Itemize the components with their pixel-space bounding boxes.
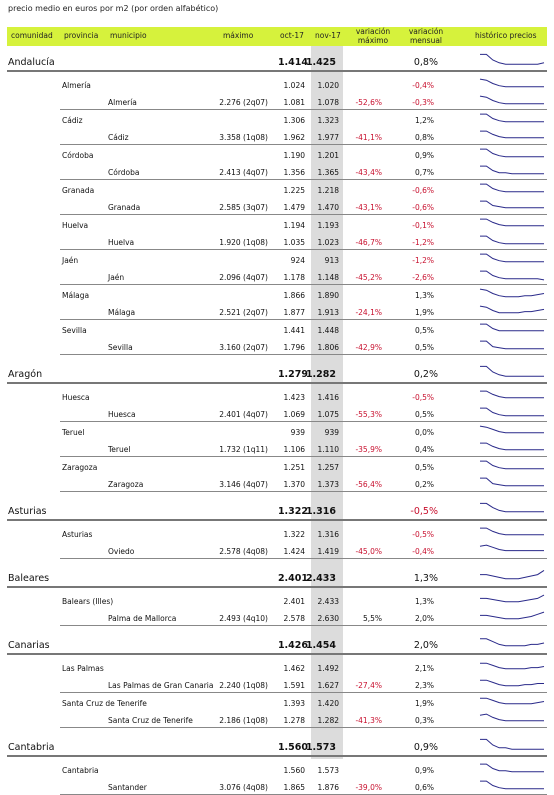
oct-value: 939 [290, 428, 305, 437]
variacion-mensual: -0,1% [412, 221, 434, 230]
oct-value: 1.356 [283, 168, 305, 177]
nov-value: 1.316 [317, 530, 339, 539]
provincia-name: Córdoba [62, 151, 94, 160]
oct-value: 1.393 [283, 699, 305, 708]
oct-value: 1.426 [277, 640, 308, 651]
oct-value: 1.069 [283, 410, 305, 419]
row-separator [60, 109, 547, 110]
sparkline-series [480, 219, 544, 226]
sparkline-series [480, 114, 544, 122]
sparkline-series [480, 680, 544, 686]
provincia-name: Las Palmas [62, 664, 104, 673]
nov-value: 1.282 [305, 369, 336, 380]
sparkline-chart [480, 594, 544, 605]
region-name: Aragón [8, 369, 43, 380]
variacion-maximo: -46,7% [355, 238, 382, 247]
nov-value: 2.433 [305, 573, 336, 584]
provincia-name: Huesca [62, 393, 90, 402]
oct-value: 1.035 [283, 238, 305, 247]
variacion-maximo: -41,3% [355, 716, 382, 725]
oct-value: 924 [290, 256, 305, 265]
variacion-mensual: -0,4% [412, 547, 434, 556]
oct-value: 2.401 [283, 597, 305, 606]
sparkline-chart [480, 460, 544, 471]
region-separator [7, 382, 547, 384]
variacion-maximo: -45,0% [355, 547, 382, 556]
municipio-name: Granada [108, 203, 141, 212]
sparkline-series [480, 391, 544, 398]
nov-value: 1.282 [317, 716, 339, 725]
sparkline-chart [480, 696, 544, 707]
nov-value: 1.470 [317, 203, 339, 212]
oct-value: 1.225 [283, 186, 305, 195]
sparkline-series [480, 236, 544, 244]
region-separator [7, 586, 547, 588]
variacion-maximo: -56,4% [355, 480, 382, 489]
row-separator [60, 727, 547, 728]
oct-value: 1.370 [283, 480, 305, 489]
maximo-value: 2.186 (1q08) [219, 716, 268, 725]
oct-value: 1.106 [283, 445, 305, 454]
sparkline-series [480, 443, 544, 450]
oct-value: 1.190 [283, 151, 305, 160]
sparkline-chart [480, 253, 544, 264]
variacion-mensual: 0,8% [414, 133, 434, 142]
sparkline-chart [480, 200, 544, 211]
row-separator [60, 558, 547, 559]
sparkline-series [480, 570, 544, 578]
variacion-mensual: 2,3% [414, 681, 434, 690]
nov-value: 1.420 [317, 699, 339, 708]
nov-value: 1.806 [317, 343, 339, 352]
sparkline-series [480, 478, 544, 486]
sparkline-series [480, 595, 544, 602]
variacion-maximo: -39,0% [355, 783, 382, 792]
provincia-name: Jaén [62, 256, 79, 265]
sparkline-chart [480, 148, 544, 159]
municipio-name: Palma de Mallorca [108, 614, 177, 623]
region-name: Cantabria [8, 742, 55, 753]
variacion-mensual: -1,2% [412, 256, 434, 265]
sparkline-chart [480, 218, 544, 229]
sparkline-chart [480, 78, 544, 89]
variacion-mensual: 0,5% [414, 343, 434, 352]
sparkline-chart [480, 53, 544, 67]
page-title: precio medio en euros por m2 (por orden alfabético) [8, 4, 219, 13]
nov-value: 1.573 [317, 766, 339, 775]
variacion-maximo: -45,2% [355, 273, 382, 282]
municipio-name: Oviedo [108, 547, 135, 556]
row-separator [60, 625, 547, 626]
maximo-value: 2.240 (1q08) [219, 681, 268, 690]
maximo-value: 1.732 (1q11) [219, 445, 268, 454]
nov-value: 2.433 [317, 597, 339, 606]
maximo-value: 2.413 (4q07) [219, 168, 268, 177]
sparkline-series [480, 324, 544, 331]
variacion-mensual: 0,9% [414, 766, 434, 775]
variacion-mensual: 1,3% [414, 597, 434, 606]
sparkline-series [480, 54, 544, 64]
nov-value: 1.913 [317, 308, 339, 317]
row-separator [60, 692, 547, 693]
header-nov: nov-17 [315, 31, 341, 40]
header-historico: histórico precios [475, 31, 537, 40]
oct-value: 1.423 [283, 393, 305, 402]
sparkline-chart [480, 340, 544, 351]
variacion-mensual: -0,4% [412, 81, 434, 90]
row-separator [60, 144, 547, 145]
nov-value: 1.023 [317, 238, 339, 247]
nov-value: 913 [324, 256, 339, 265]
provincia-name: Santa Cruz de Tenerife [62, 699, 147, 708]
row-separator [60, 456, 547, 457]
variacion-mensual: 0,4% [414, 445, 434, 454]
variacion-mensual: 2,1% [414, 664, 434, 673]
sparkline-series [480, 426, 544, 433]
municipio-name: Córdoba [108, 168, 140, 177]
nov-value: 1.148 [317, 273, 339, 282]
variacion-mensual: 0,7% [414, 168, 434, 177]
maximo-value: 3.146 (4q07) [219, 480, 268, 489]
provincia-name: Granada [62, 186, 95, 195]
maximo-value: 2.578 (4q08) [219, 547, 268, 556]
maximo-value: 3.076 (4q08) [219, 783, 268, 792]
sparkline-series [480, 341, 544, 349]
variacion-mensual: -1,2% [412, 238, 434, 247]
variacion-mensual: -0,5% [412, 530, 434, 539]
sparkline-chart [480, 323, 544, 334]
municipio-name: Almería [108, 98, 137, 107]
sparkline-series [480, 663, 544, 669]
variacion-mensual: 2,0% [413, 640, 438, 651]
sparkline-series [480, 271, 544, 280]
variacion-mensual: 0,6% [414, 783, 434, 792]
sparkline-chart [480, 130, 544, 141]
sparkline-series [480, 639, 544, 646]
provincia-name: Málaga [62, 291, 90, 300]
oct-value: 1.306 [283, 116, 305, 125]
sparkline-chart [480, 442, 544, 453]
row-separator [60, 319, 547, 320]
sparkline-chart [480, 165, 544, 176]
sparkline-chart [480, 270, 544, 281]
variacion-mensual: 1,3% [414, 291, 434, 300]
variacion-mensual: 0,9% [414, 151, 434, 160]
nov-value: 1.492 [317, 664, 339, 673]
region-separator [7, 70, 547, 72]
nov-value: 1.316 [305, 506, 336, 517]
header-variacion-mensual: variación mensual [408, 27, 444, 45]
oct-value: 1.322 [277, 506, 308, 517]
sparkline-series [480, 764, 544, 772]
header-provincia: provincia [64, 31, 99, 40]
nov-value: 1.573 [305, 742, 336, 753]
variacion-mensual: 0,9% [413, 742, 438, 753]
maximo-value: 1.920 (1q08) [219, 238, 268, 247]
sparkline-series [480, 306, 544, 313]
region-name: Asturias [8, 506, 47, 517]
sparkline-chart [480, 407, 544, 418]
variacion-mensual: 0,5% [414, 463, 434, 472]
variacion-maximo: 5,5% [362, 614, 382, 623]
sparkline-chart [480, 477, 544, 488]
header-municipio: municipio [110, 31, 147, 40]
nov-value: 1.627 [317, 681, 339, 690]
variacion-mensual: 0,3% [414, 716, 434, 725]
nov-value: 1.890 [317, 291, 339, 300]
maximo-value: 2.521 (2q07) [219, 308, 268, 317]
nov-value: 1.416 [317, 393, 339, 402]
municipio-name: Santa Cruz de Tenerife [108, 716, 193, 725]
nov-value: 1.454 [305, 640, 336, 651]
oct-value: 1.322 [283, 530, 305, 539]
variacion-maximo: -52,6% [355, 98, 382, 107]
nov-value: 1.373 [317, 480, 339, 489]
provincia-name: Almería [62, 81, 91, 90]
provincia-name: Sevilla [62, 326, 87, 335]
sparkline-chart [480, 425, 544, 436]
sparkline-series [480, 166, 544, 174]
header-comunidad: comunidad [11, 31, 53, 40]
nov-value: 1.425 [305, 57, 336, 68]
variacion-maximo: -41,1% [355, 133, 382, 142]
oct-value: 1.081 [283, 98, 305, 107]
sparkline-chart [480, 527, 544, 538]
region-separator [7, 519, 547, 521]
maximo-value: 2.585 (3q07) [219, 203, 268, 212]
header-variacion-maximo: variación máximo [355, 27, 391, 45]
oct-value: 1.194 [283, 221, 305, 230]
oct-value: 1.178 [283, 273, 305, 282]
municipio-name: Zaragoza [108, 480, 144, 489]
nov-value: 1.419 [317, 547, 339, 556]
oct-value: 1.279 [277, 369, 308, 380]
sparkline-chart [480, 95, 544, 106]
variacion-mensual: 0,5% [414, 326, 434, 335]
variacion-mensual: -0,3% [412, 98, 434, 107]
sparkline-chart [480, 183, 544, 194]
sparkline-series [480, 781, 544, 789]
municipio-name: Santander [108, 783, 147, 792]
oct-value: 1.278 [283, 716, 305, 725]
sparkline-chart [480, 390, 544, 401]
nov-value: 939 [324, 428, 339, 437]
nov-value: 1.257 [317, 463, 339, 472]
sparkline-chart [480, 636, 544, 650]
oct-value: 2.401 [277, 573, 308, 584]
sparkline-chart [480, 763, 544, 774]
oct-value: 1.962 [283, 133, 305, 142]
maximo-value: 3.160 (2q07) [219, 343, 268, 352]
oct-value: 2.578 [283, 614, 305, 623]
oct-value: 1.251 [283, 463, 305, 472]
nov-value: 1.977 [317, 133, 339, 142]
sparkline-series [480, 131, 544, 138]
municipio-name: Teruel [108, 445, 131, 454]
variacion-mensual: 0,2% [413, 369, 438, 380]
sparkline-chart [480, 713, 544, 724]
row-separator [60, 354, 547, 355]
municipio-name: Las Palmas de Gran Canaria [108, 681, 214, 690]
sparkline-series [480, 79, 544, 87]
variacion-maximo: -55,3% [355, 410, 382, 419]
region-name: Andalucía [8, 57, 55, 68]
municipio-name: Huelva [108, 238, 135, 247]
sparkline-series [480, 366, 544, 376]
sparkline-series [480, 503, 544, 511]
provincia-name: Cantabria [62, 766, 99, 775]
row-separator [60, 249, 547, 250]
variacion-mensual: -2,6% [412, 273, 434, 282]
variacion-mensual: 1,9% [414, 699, 434, 708]
sparkline-series [480, 698, 544, 704]
sparkline-series [480, 96, 544, 104]
sparkline-series [480, 149, 544, 157]
nov-value: 1.201 [317, 151, 339, 160]
oct-value: 1.441 [283, 326, 305, 335]
oct-value: 1.024 [283, 81, 305, 90]
oct-value: 1.560 [277, 742, 308, 753]
oct-value: 1.865 [283, 783, 305, 792]
provincia-name: Teruel [62, 428, 85, 437]
variacion-maximo: -43,4% [355, 168, 382, 177]
municipio-name: Huesca [108, 410, 136, 419]
municipio-name: Cádiz [108, 133, 129, 142]
nov-value: 1.365 [317, 168, 339, 177]
sparkline-chart [480, 738, 544, 752]
row-separator [60, 284, 547, 285]
variacion-maximo: -35,9% [355, 445, 382, 454]
provincia-name: Balears (Illes) [62, 597, 114, 606]
sparkline-chart [480, 611, 544, 622]
provincia-name: Cádiz [62, 116, 83, 125]
sparkline-chart [480, 305, 544, 316]
sparkline-chart [480, 678, 544, 689]
oct-value: 1.414 [277, 57, 308, 68]
provincia-name: Huelva [62, 221, 89, 230]
oct-value: 1.560 [283, 766, 305, 775]
variacion-mensual: 0,2% [414, 480, 434, 489]
sparkline-series [480, 201, 544, 208]
oct-value: 1.796 [283, 343, 305, 352]
row-separator [60, 491, 547, 492]
row-separator [60, 179, 547, 180]
nov-value: 1.323 [317, 116, 339, 125]
sparkline-chart [480, 544, 544, 555]
oct-value: 1.424 [283, 547, 305, 556]
provincia-name: Asturias [62, 530, 93, 539]
nov-value: 1.876 [317, 783, 339, 792]
header-oct: oct-17 [280, 31, 304, 40]
variacion-mensual: 1,2% [414, 116, 434, 125]
municipio-name: Sevilla [108, 343, 133, 352]
region-separator [7, 653, 547, 655]
row-separator [60, 421, 547, 422]
maximo-value: 2.096 (4q07) [219, 273, 268, 282]
municipio-name: Jaén [108, 273, 125, 282]
nov-value: 1.448 [317, 326, 339, 335]
variacion-maximo: -27,4% [355, 681, 382, 690]
sparkline-chart [480, 661, 544, 672]
oct-value: 1.866 [283, 291, 305, 300]
sparkline-series [480, 461, 544, 469]
sparkline-series [480, 545, 544, 551]
region-name: Baleares [8, 573, 50, 584]
variacion-mensual: 0,5% [414, 410, 434, 419]
sparkline-chart [480, 780, 544, 791]
variacion-mensual: 2,0% [414, 614, 434, 623]
variacion-mensual: -0,6% [412, 203, 434, 212]
sparkline-chart [480, 502, 544, 516]
nov-value: 1.193 [317, 221, 339, 230]
maximo-value: 2.276 (2q07) [219, 98, 268, 107]
nov-value: 1.075 [317, 410, 339, 419]
maximo-value: 2.401 (4q07) [219, 410, 268, 419]
variacion-maximo: -42,9% [355, 343, 382, 352]
header-maximo: máximo [223, 31, 254, 40]
variacion-mensual: -0,5% [412, 393, 434, 402]
region-name: Canarias [8, 640, 50, 651]
variacion-mensual: -0,5% [410, 506, 438, 517]
sparkline-chart [480, 569, 544, 583]
oct-value: 1.877 [283, 308, 305, 317]
oct-value: 1.591 [283, 681, 305, 690]
municipio-name: Málaga [108, 308, 136, 317]
sparkline-series [480, 739, 544, 749]
variacion-mensual: 0,0% [414, 428, 434, 437]
provincia-name: Zaragoza [62, 463, 98, 472]
row-separator [60, 214, 547, 215]
oct-value: 1.479 [283, 203, 305, 212]
sparkline-series [480, 408, 544, 416]
sparkline-chart [480, 365, 544, 379]
sparkline-chart [480, 235, 544, 246]
sparkline-chart [480, 113, 544, 124]
sparkline-series [480, 184, 544, 192]
sparkline-chart [480, 288, 544, 299]
variacion-maximo: -24,1% [355, 308, 382, 317]
variacion-mensual: 1,9% [414, 308, 434, 317]
sparkline-series [480, 612, 544, 619]
nov-value: 1.110 [317, 445, 339, 454]
nov-value: 1.218 [317, 186, 339, 195]
variacion-maximo: -43,1% [355, 203, 382, 212]
oct-value: 1.462 [283, 664, 305, 673]
region-separator [7, 755, 547, 757]
nov-value: 1.020 [317, 81, 339, 90]
sparkline-series [480, 254, 544, 262]
nov-value: 1.078 [317, 98, 339, 107]
maximo-value: 2.493 (4q10) [219, 614, 268, 623]
variacion-mensual: 0,8% [413, 57, 438, 68]
sparkline-series [480, 528, 544, 535]
variacion-mensual: 1,3% [413, 573, 438, 584]
maximo-value: 3.358 (1q08) [219, 133, 268, 142]
variacion-mensual: -0,6% [412, 186, 434, 195]
nov-value: 2.630 [317, 614, 339, 623]
sparkline-series [480, 289, 544, 297]
sparkline-series [480, 714, 544, 721]
